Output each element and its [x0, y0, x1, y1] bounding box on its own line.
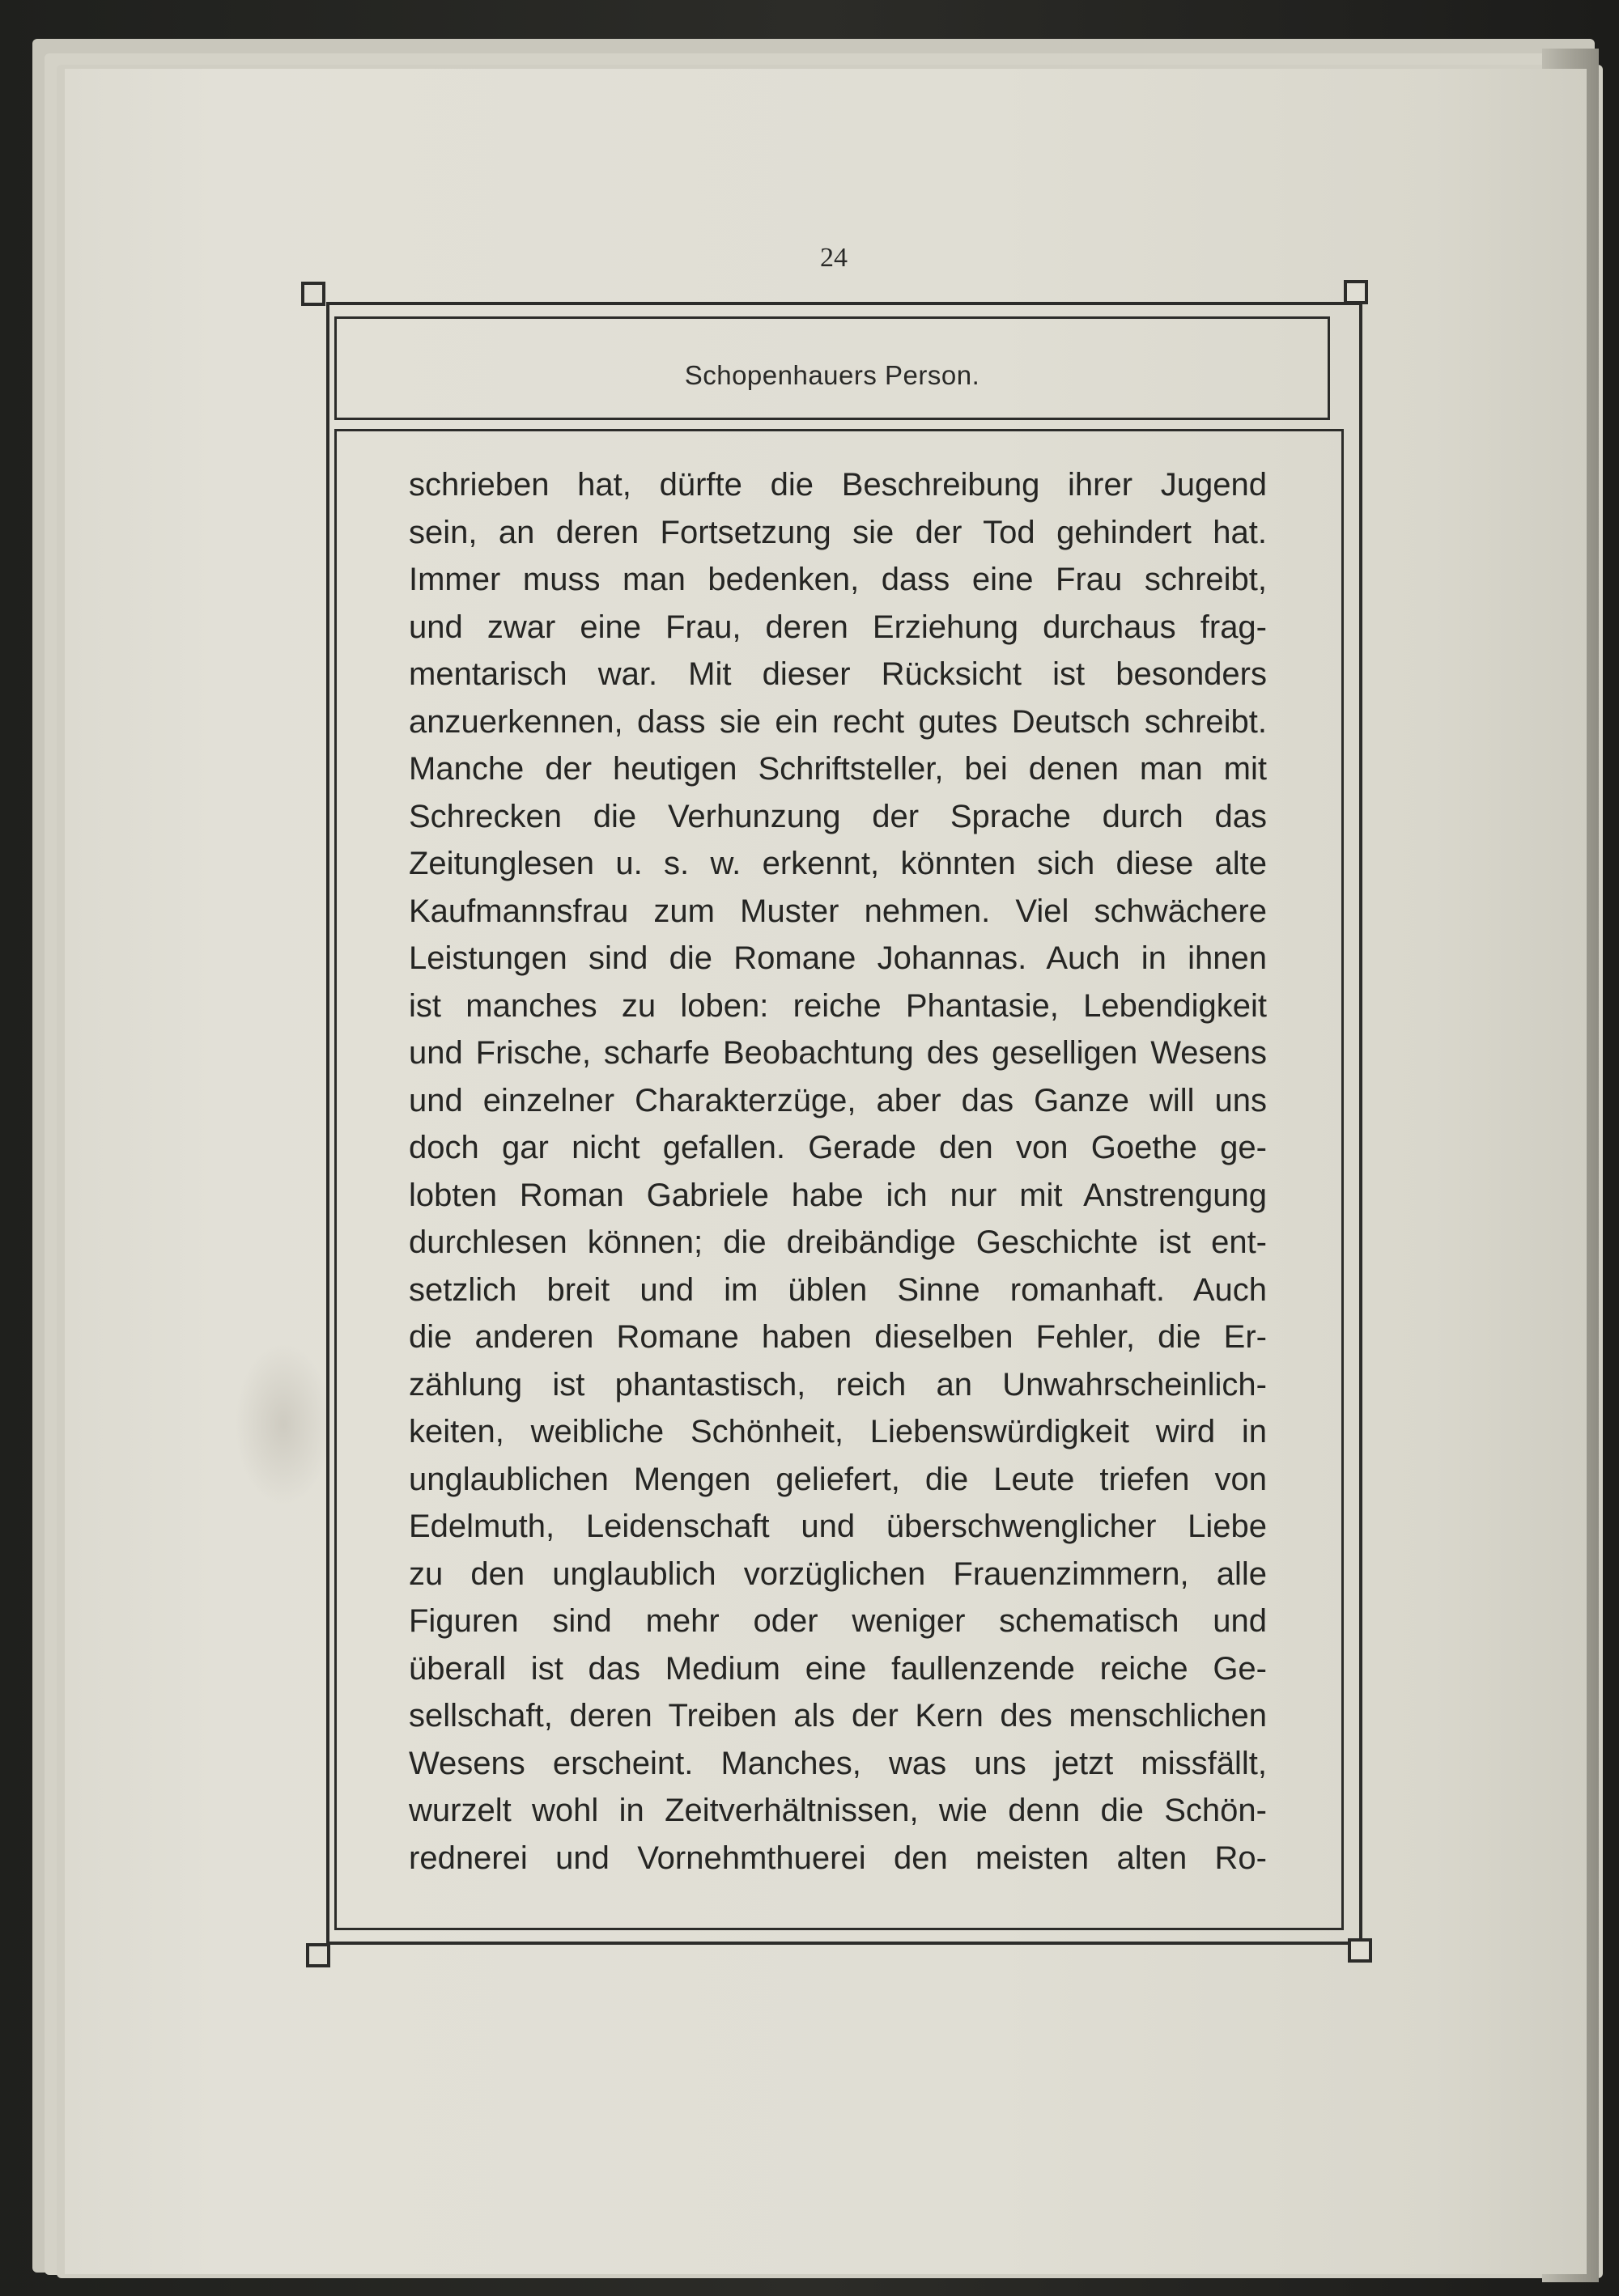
page-number: 24	[820, 243, 848, 273]
corner-square-ornament	[1344, 280, 1368, 304]
running-head-box	[334, 316, 1330, 420]
text-line: Kaufmannsfrau zum Muster nehmen. Viel schwächere	[409, 893, 1267, 929]
text-line: keiten, weibliche Schönheit, Liebenswürdigkeit wird in	[409, 1414, 1267, 1449]
text-line: Edelmuth, Leidenschaft und überschwenglicher Liebe	[409, 1509, 1267, 1544]
corner-square-ornament	[306, 1943, 330, 1967]
body-text	[409, 461, 1267, 1882]
text-line: und zwar eine Frau, deren Erziehung durchaus frag-	[409, 609, 1267, 645]
text-line: anzuerkennen, dass sie ein recht gutes Deutsch schreibt.	[409, 703, 1267, 740]
text-line: Manche der heutigen Schriftsteller, bei denen man mit	[409, 751, 1267, 787]
text-line: Immer muss man bedenken, dass eine Frau schreibt,	[409, 562, 1267, 597]
corner-square-ornament	[1348, 1938, 1372, 1963]
text-line: Leistungen sind die Romane Johannas. Auch in ihnen	[409, 940, 1267, 976]
text-line: überall ist das Medium eine faullenzende reiche Ge-	[409, 1650, 1267, 1687]
text-line: rednerei und Vornehmthuerei den meisten alten Ro-	[409, 1840, 1267, 1876]
text-line: zählung ist phantastisch, reich an Unwahrscheinlich-	[409, 1366, 1267, 1403]
text-line: schrieben hat, dürfte die Beschreibung ihrer Jugend	[409, 467, 1267, 503]
text-line: ist manches zu loben: reiche Phantasie, Lebendigkeit	[409, 987, 1267, 1024]
corner-square-ornament	[301, 282, 325, 306]
text-line: sein, an deren Fortsetzung sie der Tod gehindert hat.	[409, 514, 1267, 550]
text-line: wurzelt wohl in Zeitverhältnissen, wie denn die Schön-	[409, 1793, 1267, 1828]
running-head: Schopenhauers Person.	[684, 360, 980, 390]
text-line: Zeitunglesen u. s. w. erkennt, könnten sich diese alte	[409, 846, 1267, 881]
text-line: sellschaft, deren Treiben als der Kern des menschlichen	[409, 1698, 1267, 1734]
text-line: und Frische, scharfe Beobachtung des geselligen Wesens	[409, 1035, 1267, 1071]
text-line: Figuren sind mehr oder weniger schematisch und	[409, 1603, 1267, 1639]
text-line: zu den unglaublich vorzüglichen Frauenzimmern, alle	[409, 1555, 1267, 1592]
text-line: Schrecken die Verhunzung der Sprache durch das	[409, 798, 1267, 834]
text-line: mentarisch war. Mit dieser Rücksicht ist besonders	[409, 656, 1267, 692]
text-line: und einzelner Charakterzüge, aber das Ganze will uns	[409, 1082, 1267, 1118]
text-line: lobten Roman Gabriele habe ich nur mit Anstrengung	[409, 1177, 1267, 1213]
paper-stain	[235, 1343, 332, 1505]
text-line: die anderen Romane haben dieselben Fehler, die Er-	[409, 1319, 1267, 1355]
text-line: Wesens erscheint. Manches, was uns jetzt missfällt,	[409, 1745, 1267, 1781]
text-line: unglaublichen Mengen geliefert, die Leute triefen von	[409, 1461, 1267, 1497]
text-line: setzlich breit und im üblen Sinne romanhaft. Auch	[409, 1271, 1267, 1308]
text-line: durchlesen können; die dreibändige Geschichte ist ent-	[409, 1224, 1267, 1260]
text-line: doch gar nicht gefallen. Gerade den von Goethe ge-	[409, 1130, 1267, 1165]
